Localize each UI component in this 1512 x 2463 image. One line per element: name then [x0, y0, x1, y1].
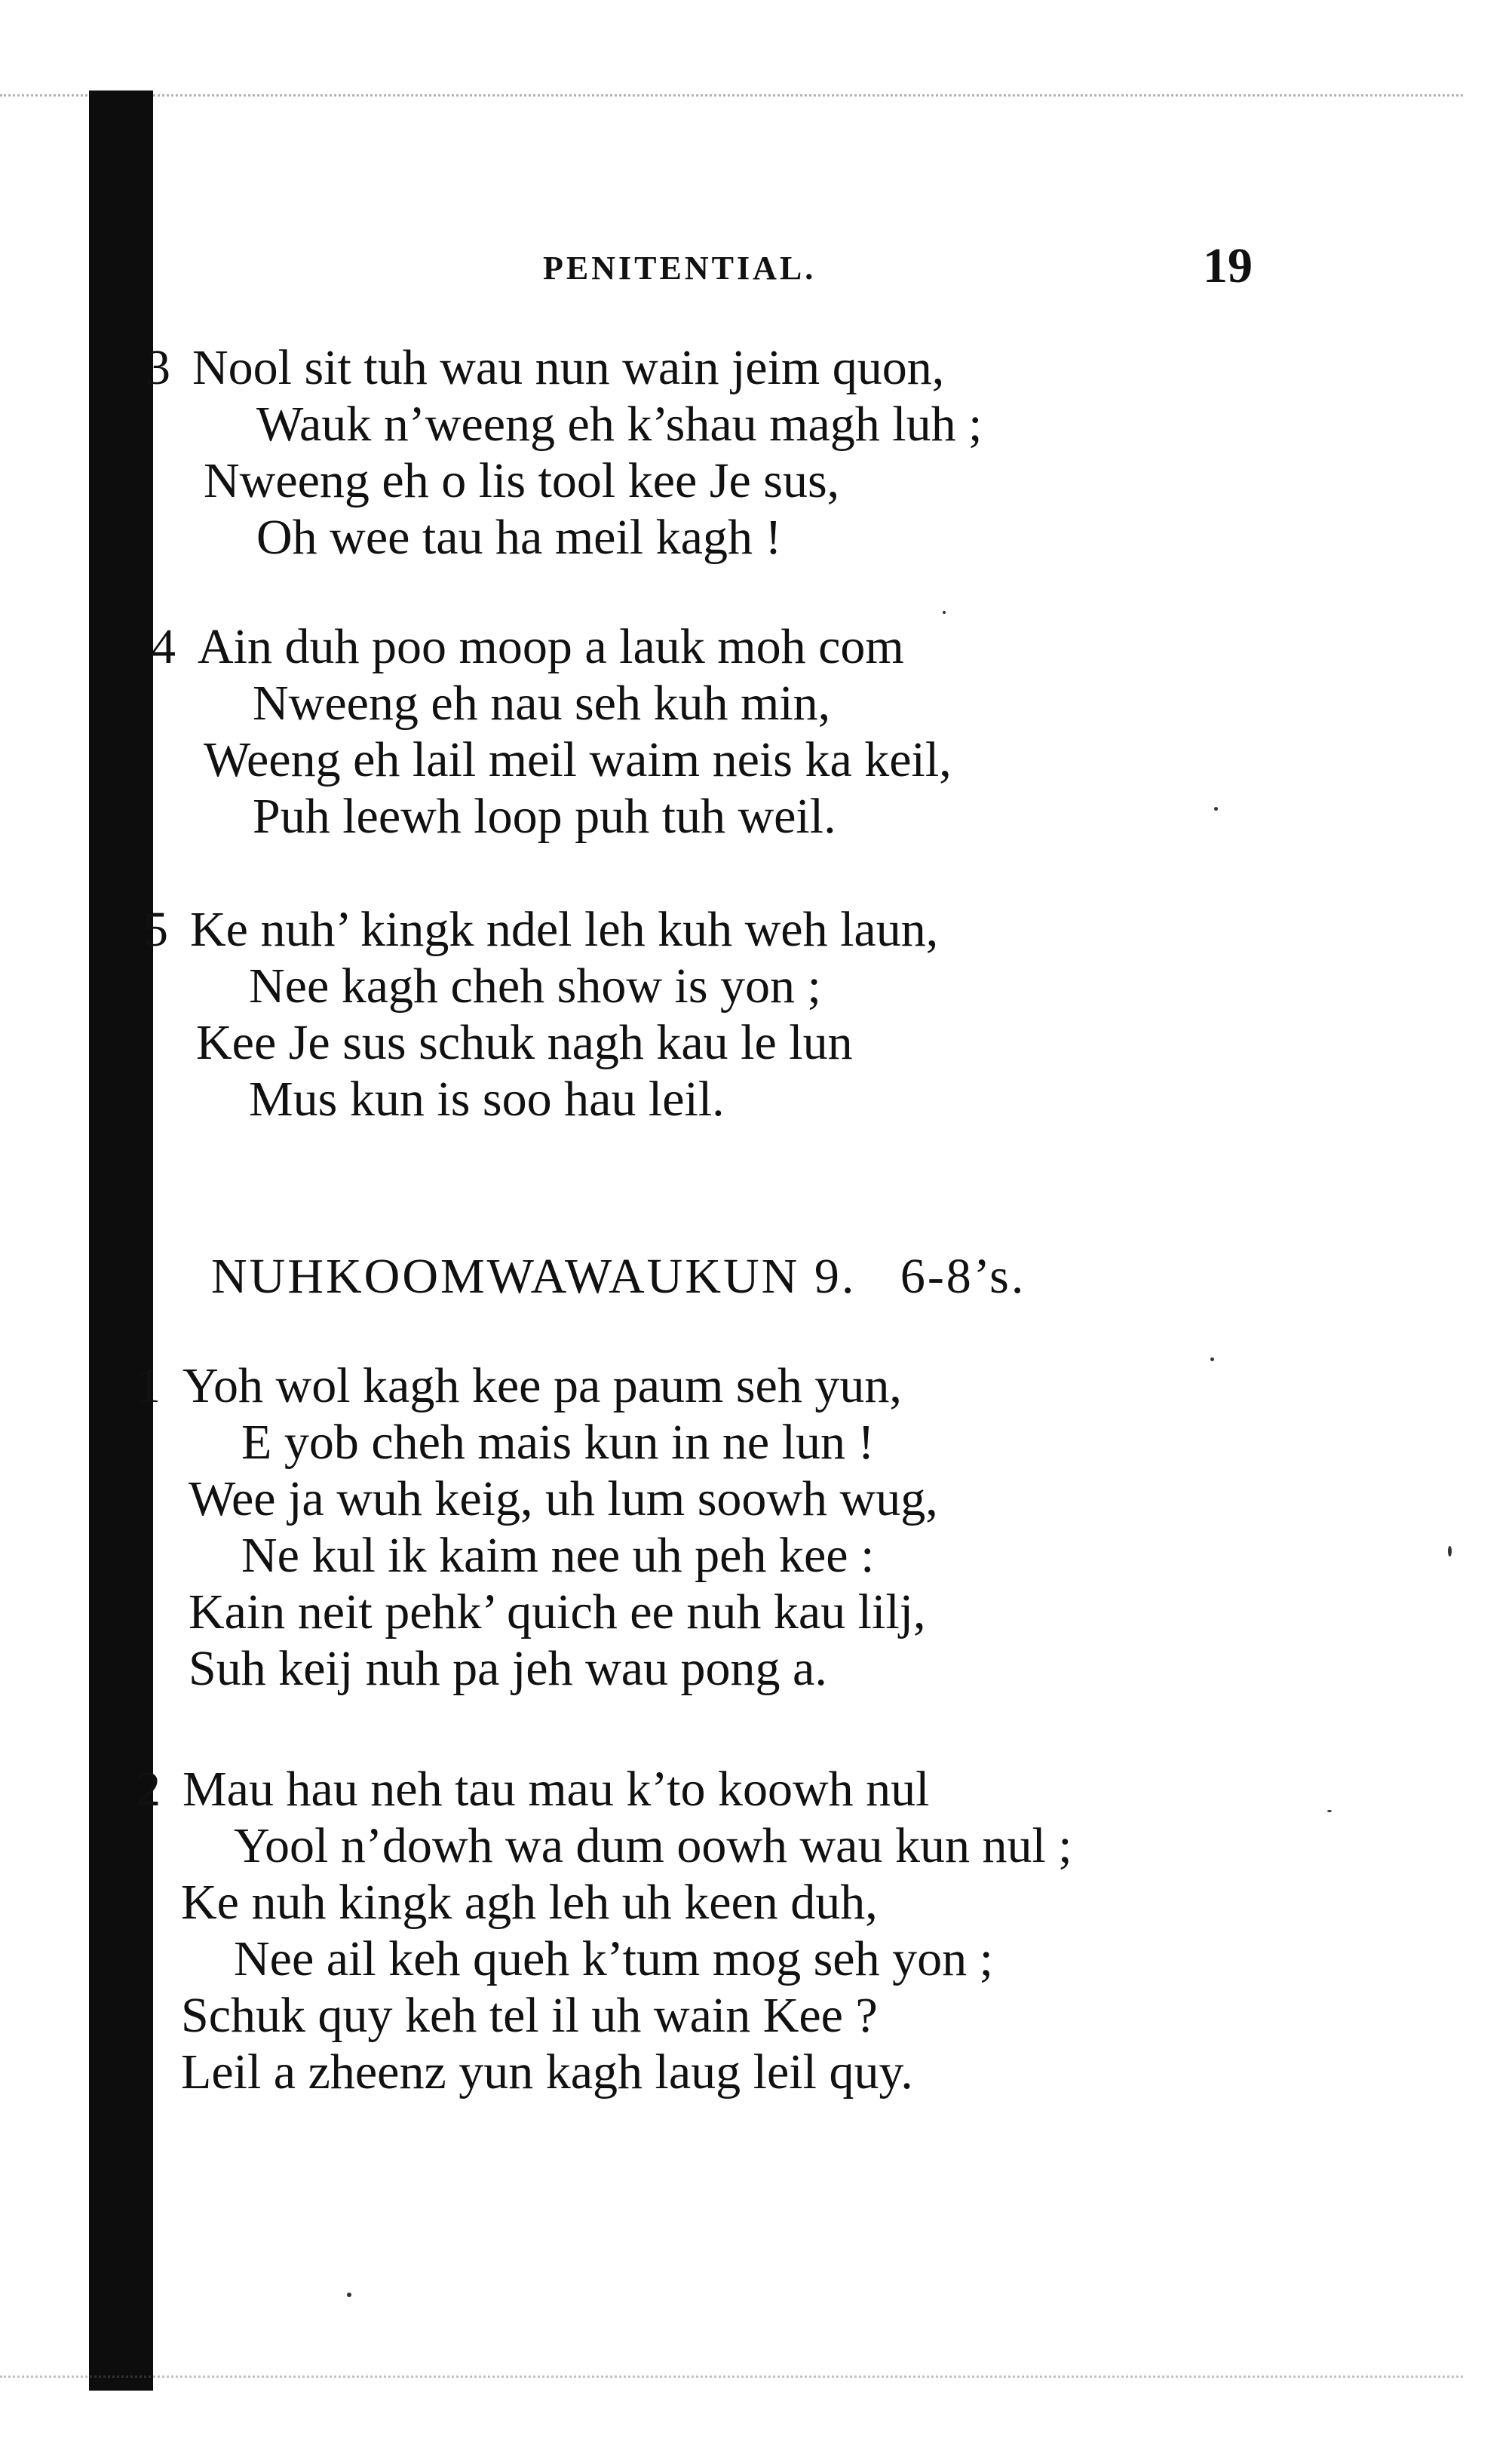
stanza-line: Schuk quy keh tel il uh wain Kee ?	[181, 1988, 878, 2043]
scan-speck	[943, 611, 946, 614]
binding-shadow	[89, 90, 153, 2391]
stanza-line: Wee ja wuh keig, uh lum soowh wug,	[189, 1471, 938, 1526]
scan-speck	[347, 2293, 351, 2297]
stanza-line: Weeng eh lail meil waim neis ka keil,	[204, 732, 952, 787]
scan-speck	[1210, 1357, 1214, 1361]
stanza-line: 5 Ke nuh’ kingk ndel leh kuh weh laun,	[143, 902, 939, 957]
page-top-edge	[0, 72, 1463, 97]
stanza-line: Wauk n’weeng eh k’shau magh luh ;	[256, 397, 983, 452]
scan-speck	[1327, 1810, 1332, 1812]
stanza-line: Kee Je sus schuk nagh kau le lun	[196, 1015, 853, 1070]
stanza-line: 4 Ain duh poo moop a lauk moh com	[151, 619, 904, 674]
stanza-line: Kain neit pehk’ quich ee nuh kau lilj,	[189, 1584, 926, 1639]
stanza-line: Ne kul ik kaim nee uh peh kee :	[241, 1528, 875, 1583]
running-head: PENITENTIAL.	[543, 250, 817, 287]
stanza-number: 3	[146, 340, 170, 395]
stanza-number: 1	[136, 1358, 161, 1413]
stanza-line: Leil a zheenz yun kagh laug leil quy.	[181, 2044, 913, 2100]
scan-speck	[1214, 807, 1218, 811]
page-bottom-edge	[0, 2376, 1463, 2387]
stanza-number: 2	[136, 1762, 161, 1817]
stanza-line: Yool n’dowh wa dum oowh wau kun nul ;	[234, 1818, 1072, 1873]
stanza-number: 4	[151, 619, 176, 674]
stanza-line: E yob cheh mais kun in ne lun !	[241, 1415, 875, 1470]
stanza-line: Puh leewh loop puh tuh weil.	[253, 789, 836, 844]
stanza-line: Nee kagh cheh show is yon ;	[249, 959, 821, 1014]
stanza-line: Suh keij nuh pa jeh wau pong a.	[189, 1641, 827, 1696]
stanza-line: Mus kun is soo hau leil.	[249, 1072, 725, 1127]
stanza-line: 3 Nool sit tuh wau nun wain jeim quon,	[146, 340, 945, 395]
hymn-title: NUHKOOMWAWAUKUN 9. 6-8’s.	[211, 1249, 1026, 1304]
stanza-line: 1 Yoh wol kagh kee pa paum seh yun,	[136, 1358, 902, 1413]
stanza-line: Nweeng eh o lis tool kee Je sus,	[204, 453, 840, 508]
stanza-line: Nweeng eh nau seh kuh min,	[253, 676, 831, 731]
stanza-line: Nee ail keh queh k’tum mog seh yon ;	[234, 1931, 993, 1986]
meter: 6-8’s.	[900, 1249, 1026, 1304]
page-number: 19	[1203, 238, 1253, 293]
stanza-line: Oh wee tau ha meil kagh !	[256, 510, 782, 565]
scan-speck	[1448, 1546, 1452, 1557]
stanza-number: 5	[143, 902, 168, 957]
stanza-line: Ke nuh kingk agh leh uh keen duh,	[181, 1875, 878, 1930]
stanza-line: 2 Mau hau neh tau mau k’to koowh nul	[136, 1762, 930, 1817]
